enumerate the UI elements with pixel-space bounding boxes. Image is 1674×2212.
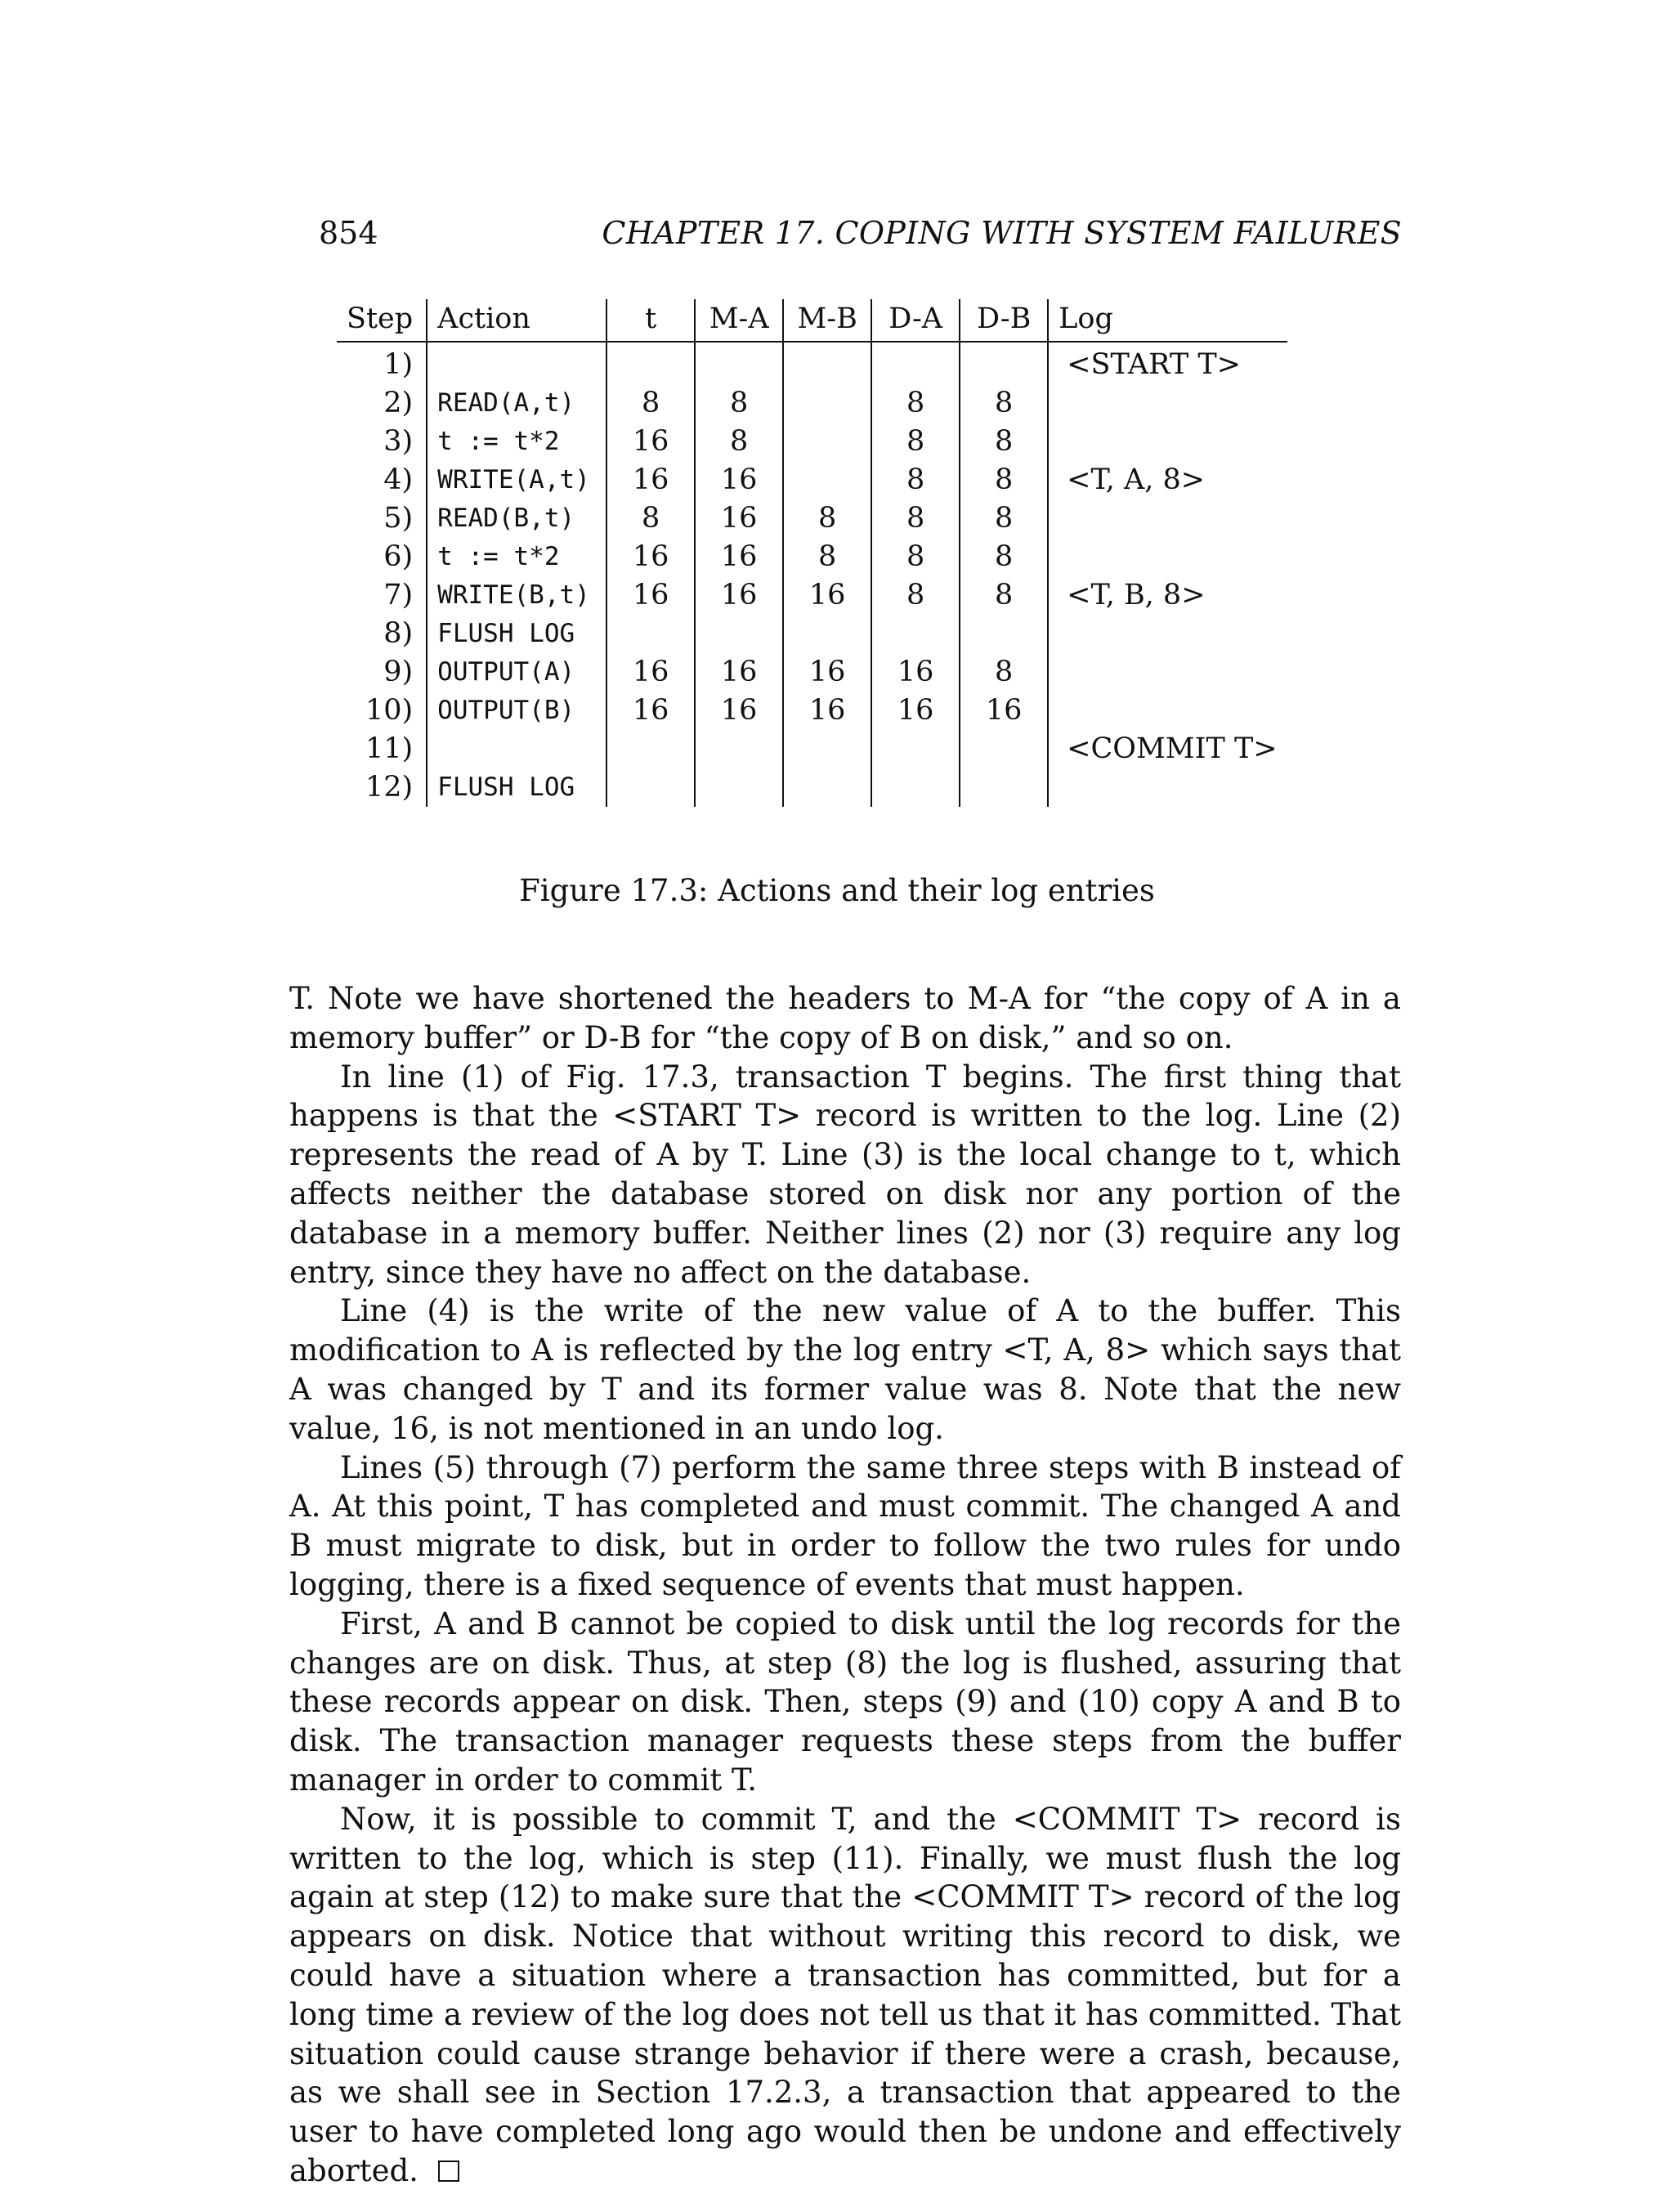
- cell-m-a: 16: [695, 653, 783, 692]
- paragraph: [289, 1800, 1401, 2191]
- cell-m-a: 16: [695, 692, 783, 730]
- cell-t: 8: [606, 499, 695, 538]
- cell-m-b: 16: [783, 653, 871, 692]
- log-entries-table: [337, 299, 1287, 807]
- cell-d-b: [960, 342, 1048, 384]
- cell-m-b: [783, 615, 871, 653]
- cell-step: 11): [337, 730, 427, 768]
- table-row: [337, 730, 1287, 768]
- cell-m-b: [783, 730, 871, 768]
- cell-log: [1048, 423, 1287, 461]
- cell-t: 16: [606, 538, 695, 576]
- cell-action: WRITE(A,t): [427, 461, 606, 499]
- cell-action: FLUSH LOG: [427, 615, 606, 653]
- cell-t: [606, 768, 695, 807]
- cell-t: 16: [606, 692, 695, 730]
- cell-d-a: 8: [871, 423, 960, 461]
- table-row: [337, 384, 1287, 423]
- cell-action: [427, 342, 606, 384]
- table-row: [337, 653, 1287, 692]
- cell-action: OUTPUT(A): [427, 653, 606, 692]
- table-row: [337, 768, 1287, 807]
- table-body: [337, 342, 1287, 807]
- cell-m-a: 16: [695, 499, 783, 538]
- cell-d-a: [871, 342, 960, 384]
- cell-m-a: 8: [695, 423, 783, 461]
- cell-log: [1048, 615, 1287, 653]
- cell-t: 16: [606, 461, 695, 499]
- header-t: t: [606, 299, 695, 342]
- cell-action: [427, 730, 606, 768]
- header-m-a: M-A: [695, 299, 783, 342]
- paragraph-text: Now, it is possible to commit T, and the <COMMIT T> record is written to the log, which is step (11). Finally, we must flush the log again at step (12) to make sure that the <COMMIT T> record of the log appears on disk. Notice that without writing this record to disk, we could have a situation where a transaction has committed, but for a long time a review of the log does not tell us that it has committed. That situation could cause strange behavior if there were a crash, because, as we shall see in Section 17.2.3, a transaction that appeared to the user to have completed long ago would then be undone and effectively aborted.: [289, 1801, 1401, 2188]
- body-text: [289, 979, 1401, 2191]
- paragraph: Lines (5) through (7) perform the same three steps with B instead of A. At this point, T has completed and must commit. The changed A and B must migrate to disk, but in order to follow the two rules for undo logging, there is a fixed sequence of events that must happen.: [289, 1449, 1401, 1602]
- cell-step: 9): [337, 653, 427, 692]
- header-action: Action: [427, 299, 606, 342]
- cell-m-b: [783, 461, 871, 499]
- cell-log: [1048, 692, 1287, 730]
- header-d-b: D-B: [960, 299, 1048, 342]
- cell-m-a: 8: [695, 384, 783, 423]
- cell-t: 16: [606, 423, 695, 461]
- cell-d-b: 8: [960, 461, 1048, 499]
- cell-m-a: 16: [695, 461, 783, 499]
- paragraph: T. Note we have shortened the headers to M-A for “the copy of A in a memory buffer” or D-B for “the copy of B on disk,” and so on.: [289, 981, 1401, 1055]
- cell-m-b: [783, 342, 871, 384]
- cell-t: [606, 615, 695, 653]
- cell-t: [606, 342, 695, 384]
- cell-m-b: 16: [783, 692, 871, 730]
- cell-m-a: [695, 730, 783, 768]
- cell-m-b: [783, 768, 871, 807]
- cell-d-b: [960, 615, 1048, 653]
- table-row: [337, 423, 1287, 461]
- cell-m-a: 16: [695, 538, 783, 576]
- running-head: CHAPTER 17. COPING WITH SYSTEM FAILURES: [602, 215, 1402, 251]
- cell-d-b: 8: [960, 538, 1048, 576]
- cell-d-a: [871, 768, 960, 807]
- end-of-example-square-icon: [438, 2161, 459, 2182]
- cell-d-b: [960, 730, 1048, 768]
- cell-log: [1048, 768, 1287, 807]
- cell-action: WRITE(B,t): [427, 576, 606, 615]
- figure-caption: Figure 17.3: Actions and their log entries: [519, 873, 1155, 908]
- paragraph: In line (1) of Fig. 17.3, transaction T begins. The first thing that happens is that the <START T> record is written to the log. Line (2) represents the read of A by T. Line (3) is the local change to t, which affects neither the database stored on disk nor any portion of the database in a memory buffer. Neither lines (2) nor (3) require any log entry, since they have no affect on the database.: [289, 1059, 1401, 1290]
- cell-m-b: [783, 384, 871, 423]
- header-step: Step: [337, 299, 427, 342]
- table-header-row: [337, 299, 1287, 342]
- cell-d-a: 16: [871, 692, 960, 730]
- cell-d-b: 8: [960, 423, 1048, 461]
- cell-action: t := t*2: [427, 538, 606, 576]
- cell-d-a: [871, 730, 960, 768]
- cell-d-a: [871, 615, 960, 653]
- paragraph: Line (4) is the write of the new value of A to the buffer. This modification to A is reflected by the log entry <T, A, 8> which says that A was changed by T and its former value was 8. Note that the new value, 16, is not mentioned in an undo log.: [289, 1293, 1401, 1446]
- cell-step: 3): [337, 423, 427, 461]
- cell-action: OUTPUT(B): [427, 692, 606, 730]
- header-d-a: D-A: [871, 299, 960, 342]
- cell-m-a: [695, 342, 783, 384]
- cell-d-a: 16: [871, 653, 960, 692]
- cell-d-b: 16: [960, 692, 1048, 730]
- cell-log: [1048, 499, 1287, 538]
- cell-log: [1048, 384, 1287, 423]
- cell-t: 8: [606, 384, 695, 423]
- cell-log: <T, A, 8>: [1067, 463, 1206, 496]
- header-m-b: M-B: [783, 299, 871, 342]
- cell-m-a: 16: [695, 576, 783, 615]
- cell-d-b: 8: [960, 499, 1048, 538]
- cell-d-a: 8: [871, 461, 960, 499]
- table-row: [337, 499, 1287, 538]
- cell-log: [1048, 653, 1287, 692]
- cell-d-b: 8: [960, 576, 1048, 615]
- cell-step: 8): [337, 615, 427, 653]
- cell-d-a: 8: [871, 538, 960, 576]
- cell-d-b: 8: [960, 384, 1048, 423]
- cell-m-b: 8: [783, 538, 871, 576]
- table-row: [337, 342, 1287, 384]
- cell-step: 2): [337, 384, 427, 423]
- cell-t: [606, 730, 695, 768]
- cell-d-a: 8: [871, 499, 960, 538]
- cell-action: READ(A,t): [427, 384, 606, 423]
- cell-step: 4): [337, 461, 427, 499]
- cell-step: 5): [337, 499, 427, 538]
- cell-step: 12): [337, 768, 427, 807]
- cell-action: READ(B,t): [427, 499, 606, 538]
- table-row: [337, 576, 1287, 615]
- table-row: [337, 538, 1287, 576]
- cell-m-b: 16: [783, 576, 871, 615]
- cell-m-b: [783, 423, 871, 461]
- cell-step: 1): [337, 342, 427, 384]
- cell-m-a: [695, 768, 783, 807]
- cell-m-b: 8: [783, 499, 871, 538]
- paragraph: First, A and B cannot be copied to disk until the log records for the changes are on disk. Thus, at step (8) the log is flushed, assuring that these records appear on disk. Then, steps (9) and (10) copy A and B to disk. The transaction manager requests these steps from the buffer manager in order to commit T.: [289, 1605, 1401, 1798]
- cell-log: <T, B, 8>: [1067, 579, 1206, 611]
- cell-action: FLUSH LOG: [427, 768, 606, 807]
- cell-step: 10): [337, 692, 427, 730]
- cell-t: 16: [606, 576, 695, 615]
- page-number: 854: [319, 215, 378, 251]
- cell-d-b: 8: [960, 653, 1048, 692]
- cell-m-a: [695, 615, 783, 653]
- header-log: Log: [1048, 299, 1287, 342]
- cell-d-a: 8: [871, 576, 960, 615]
- table-row: [337, 692, 1287, 730]
- cell-step: 6): [337, 538, 427, 576]
- cell-d-b: [960, 768, 1048, 807]
- cell-action: t := t*2: [427, 423, 606, 461]
- table-row: [337, 615, 1287, 653]
- cell-t: 16: [606, 653, 695, 692]
- cell-d-a: 8: [871, 384, 960, 423]
- cell-log: <START T>: [1067, 348, 1242, 381]
- cell-step: 7): [337, 576, 427, 615]
- cell-log: [1048, 538, 1287, 576]
- cell-log: <COMMIT T>: [1067, 732, 1278, 765]
- table-row: [337, 461, 1287, 499]
